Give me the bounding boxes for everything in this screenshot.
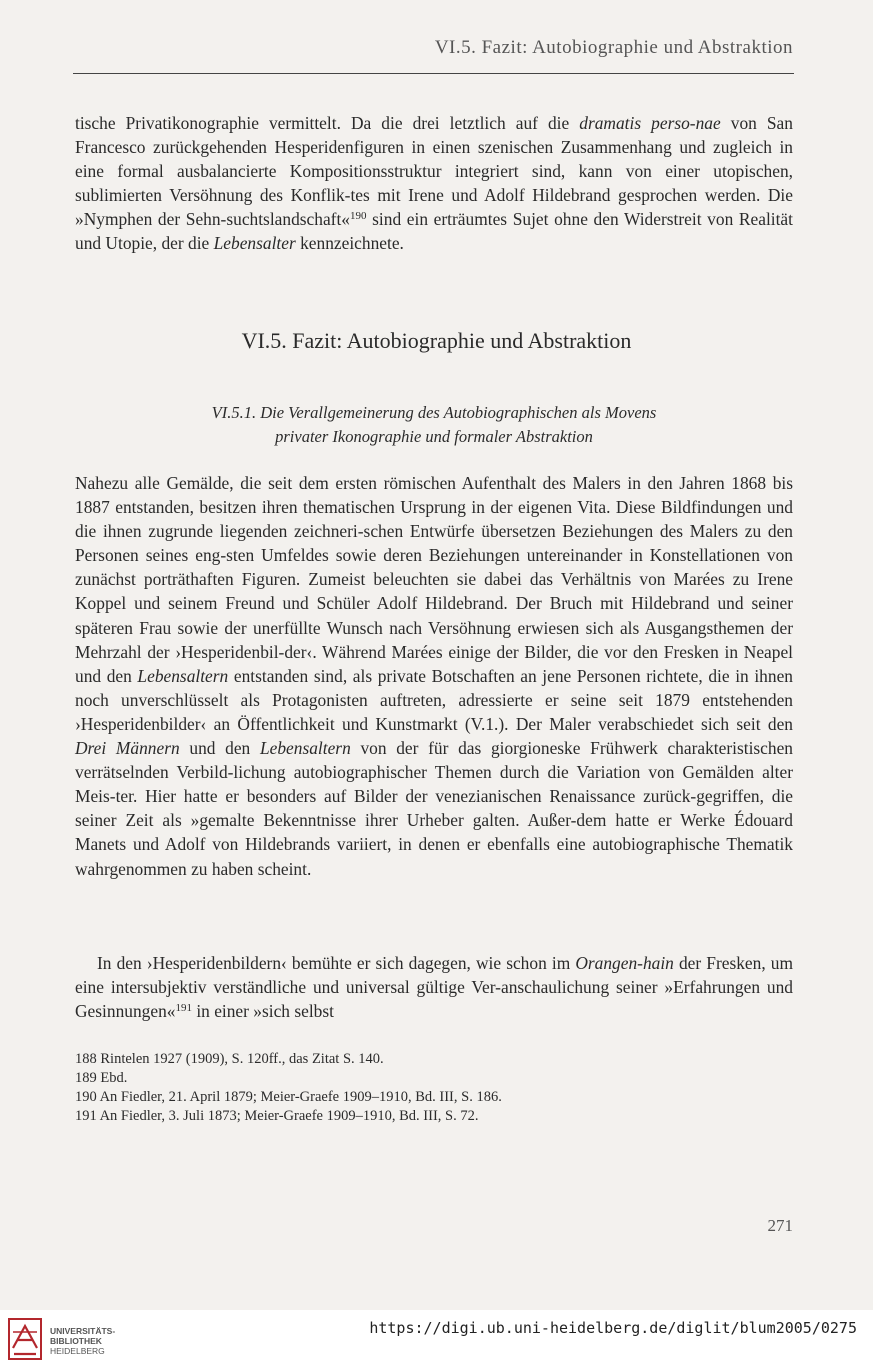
italic-term: Drei Männern xyxy=(75,738,180,759)
footer-bar xyxy=(0,1310,873,1372)
italic-term: dramatis perso-nae xyxy=(579,113,721,133)
footnote-191: 191 An Fiedler, 3. Juli 1873; Meier-Graefe 1909–1910, Bd. III, S. 72. xyxy=(75,1108,479,1124)
header-rule xyxy=(73,73,794,74)
source-url-link[interactable]: https://digi.ub.uni-heidelberg.de/diglit/blum2005/0275 xyxy=(369,1319,857,1337)
subsection-title-line-1: VI.5.1. Die Verallgemeinerung des Autobiographischen als Movens xyxy=(211,403,657,422)
italic-term: Lebensalter xyxy=(213,233,296,254)
italic-term: Lebensaltern xyxy=(259,738,351,759)
university-logo-icon[interactable] xyxy=(8,1318,42,1360)
italic-term: Lebensaltern xyxy=(137,665,229,686)
section-title: VI.5. Fazit: Autobiographie und Abstraktion xyxy=(241,328,632,353)
subsection-title xyxy=(75,401,793,449)
footnotes xyxy=(75,1050,793,1126)
footnote-190: 190 An Fiedler, 21. April 1879; Meier-Graefe 1909–1910, Bd. III, S. 186. xyxy=(75,1089,502,1105)
paragraph-3: In den ›Hesperidenbildern‹ bemühte er sich dagegen, wie schon im Orangen-hain der Fresken, um eine intersubjektiv verständliche und universal gültige Ver-anschaulichung seiner »Erfahrungen und Gesinnungen«$^{191}$ in einer »sich selbst xyxy=(75,953,793,1022)
subsection-title-line-2: privater Ikonographie und formaler Abstraktion xyxy=(275,427,593,446)
running-head: VI.5. Fazit: Autobiographie und Abstraktion xyxy=(434,37,793,58)
paragraph-2: Nahezu alle Gemälde, die seit dem ersten römischen Aufenthalt des Malers in den Jahren 1868 bis 1887 entstanden, besitzen ihren thematischen Ursprung in der eigenen Vita. Diese Bildfindungen und die ihnen zugrunde liegenden zeichneri-schen Entwürfe übersetzen Beziehungen des Malers zu den Personen seines eng-sten Umfeldes sowie deren Beziehungen untereinander in Konstellationen von zunächst porträthaften Figuren. Zumeist beleuchten sie dabei das Verhältnis von Marées zu Irene Koppel und seinem Freund und Schüler Adolf Hildebrand. Der Bruch mit Hildebrand und seiner späteren Frau sowie der unerfüllte Wunsch nach Versöhnung erwiesen sich als Ausgangsthemen der Mehrzahl der ›Hesperidenbil-der‹. Während Marées einige der Bilder, die vor den Fresken in Neapel und den Lebensaltern entstanden sind, als private Botschaften an jene Personen richtete, die in ihnen noch unverschlüsselt als Protagonisten auftreten, adressierte er seine seit 1879 entstehenden ›Hesperidenbilder‹ an Öffentlichkeit und Kunstmarkt (V.1.). Der Maler verabschiedet sich seit den Drei Männern und den Lebensaltern von der für das giorgioneske Frühwerk charakteristischen verrätselnden Verbild-lichung autobiographischer Themen durch die Variation von Gemälden alter Meis-ter. Hier hatte er besonders auf Bilder der venezianischen Renaissance zurück-gegriffen, die seiner Zeit als »gemalte Bekenntnisse ihrer Urheber galten. Außer-dem hatte er Werke Édouard Manets und Adolf von Hildebrands variiert, in denen er ebenfalls eine autobiographische Thematik wahrgenommen zu haben scheint. xyxy=(75,473,794,879)
footnote-189: 189 Ebd. xyxy=(75,1070,128,1086)
footnote-ref-190[interactable]: 190 xyxy=(350,210,367,223)
footnote-ref-191[interactable]: 191 xyxy=(175,1002,192,1015)
page-number: 271 xyxy=(767,1216,793,1235)
italic-term: Orangen-hain xyxy=(575,953,674,973)
library-name: UNIVERSITÄTS- BIBLIOTHEK HEIDELBERG xyxy=(50,1326,116,1356)
paragraph-1: tische Privatikonographie vermittelt. Da die drei letztlich auf die dramatis perso-nae von San Francesco zurückgehenden Hesperidenfiguren in einen szenischen Zusammenhang und zugleich in eine formal ausbalancierte Kompositionsstruktur integriert sind, kann von einer utopischen, sublimierten Versöhnung des Konflik-tes mit Irene und Adolf Hildebrand gesprochen werden. Die »Nymphen der Sehn-suchtslandschaft«$^{190}$ sind ein erträumtes Sujet ohne den Widerstreit von Realität und Utopie, der die Lebensalter kennzeichnete. xyxy=(75,113,793,254)
footnote-188: 188 Rintelen 1927 (1909), S. 120ff., das Zitat S. 140. xyxy=(75,1051,384,1067)
